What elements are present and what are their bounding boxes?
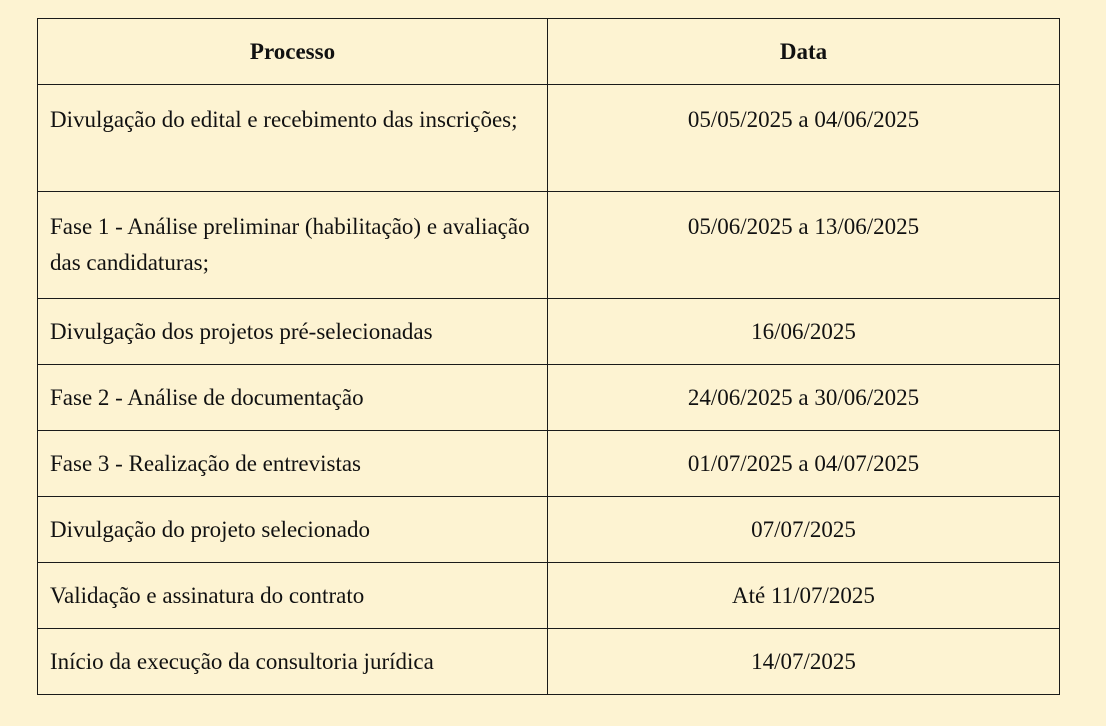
process-cell: Divulgação do edital e recebimento das inscrições; [38,85,548,192]
table-header-row [38,19,1060,85]
process-cell: Fase 1 - Análise preliminar (habilitação) e avaliação das candidaturas; [38,192,548,299]
table-row [38,192,1060,299]
process-cell: Fase 3 - Realização de entrevistas [38,431,548,497]
column-header-process: Processo [38,19,548,85]
schedule-table [37,18,1060,695]
process-cell: Fase 2 - Análise de documentação [38,365,548,431]
column-header-date: Data [548,19,1060,85]
table-row [38,563,1060,629]
table-row [38,85,1060,192]
process-cell: Divulgação dos projetos pré-selecionadas [38,299,548,365]
table-row [38,299,1060,365]
date-cell: 14/07/2025 [548,629,1060,695]
process-cell: Divulgação do projeto selecionado [38,497,548,563]
date-cell: 01/07/2025 a 04/07/2025 [548,431,1060,497]
date-cell: 07/07/2025 [548,497,1060,563]
date-cell: 05/05/2025 a 04/06/2025 [548,85,1060,192]
date-cell: 05/06/2025 a 13/06/2025 [548,192,1060,299]
process-cell: Início da execução da consultoria jurídica [38,629,548,695]
table-row [38,431,1060,497]
table-row [38,629,1060,695]
table-row [38,365,1060,431]
process-cell: Validação e assinatura do contrato [38,563,548,629]
date-cell: 16/06/2025 [548,299,1060,365]
table-row [38,497,1060,563]
date-cell: Até 11/07/2025 [548,563,1060,629]
date-cell: 24/06/2025 a 30/06/2025 [548,365,1060,431]
